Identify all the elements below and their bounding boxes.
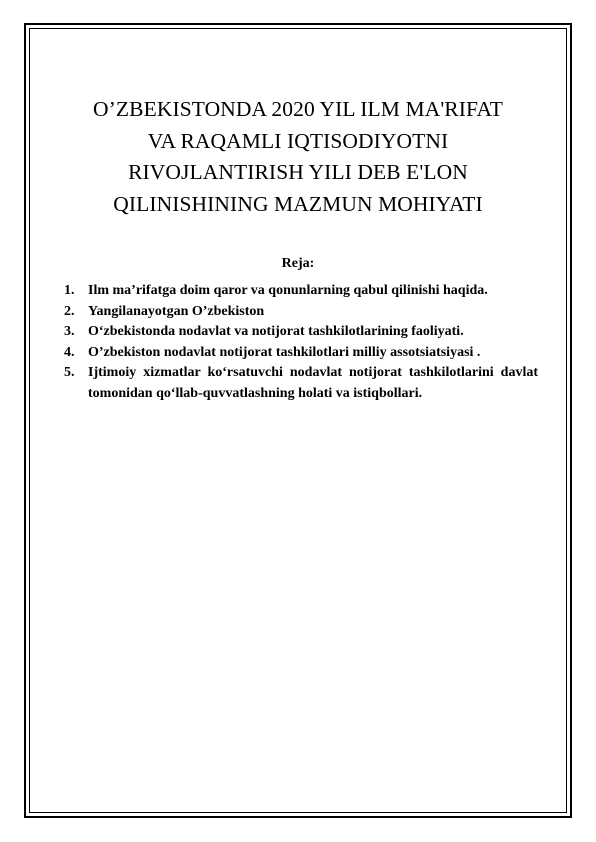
title-line: VA RAQAMLI IQTISODIYOTNI <box>147 128 449 153</box>
plan-item <box>64 363 538 404</box>
plan-item-number: 1. <box>64 283 75 298</box>
plan-item-number: 3. <box>64 324 75 339</box>
plan-item-number: 5. <box>64 365 75 380</box>
plan-item-text: Ijtimoiy xizmatlar ko‘rsatuvchi nodavlat notijorat tashkilotlarini davlat tomonidan qo‘llab-quvvatlashning holati va istiqbollari. <box>88 365 538 401</box>
plan-item-text: Yangilanayotgan O’zbekiston <box>88 303 265 319</box>
plan-item-number: 2. <box>64 303 75 319</box>
plan-item <box>64 343 538 364</box>
title-line: O’ZBEKISTONDA 2020 YIL ILM MA'RIFAT <box>93 97 503 121</box>
title-line: QILINISHINING MAZMUN MOHIYATI <box>113 191 483 216</box>
plan-item-text: O‘zbekistonda nodavlat va notijorat tashkilotlarining faoliyati. <box>88 324 464 339</box>
plan-heading: Reja: <box>281 256 315 271</box>
plan-item <box>64 322 538 343</box>
plan-item <box>64 281 538 302</box>
plan-item-number: 4. <box>64 344 75 360</box>
title-line: RIVOJLANTIRISH YILI DEB E'LON <box>128 160 468 184</box>
plan-item-text: O’zbekiston nodavlat notijorat tashkilotlari milliy assotsiatsiyasi . <box>88 344 481 360</box>
plan-item-text: Ilm ma’rifatga doim qaror va qonunlarning qabul qilinishi haqida. <box>88 283 488 298</box>
document-title <box>60 94 536 220</box>
plan-item <box>64 302 538 323</box>
plan-list <box>64 281 538 404</box>
